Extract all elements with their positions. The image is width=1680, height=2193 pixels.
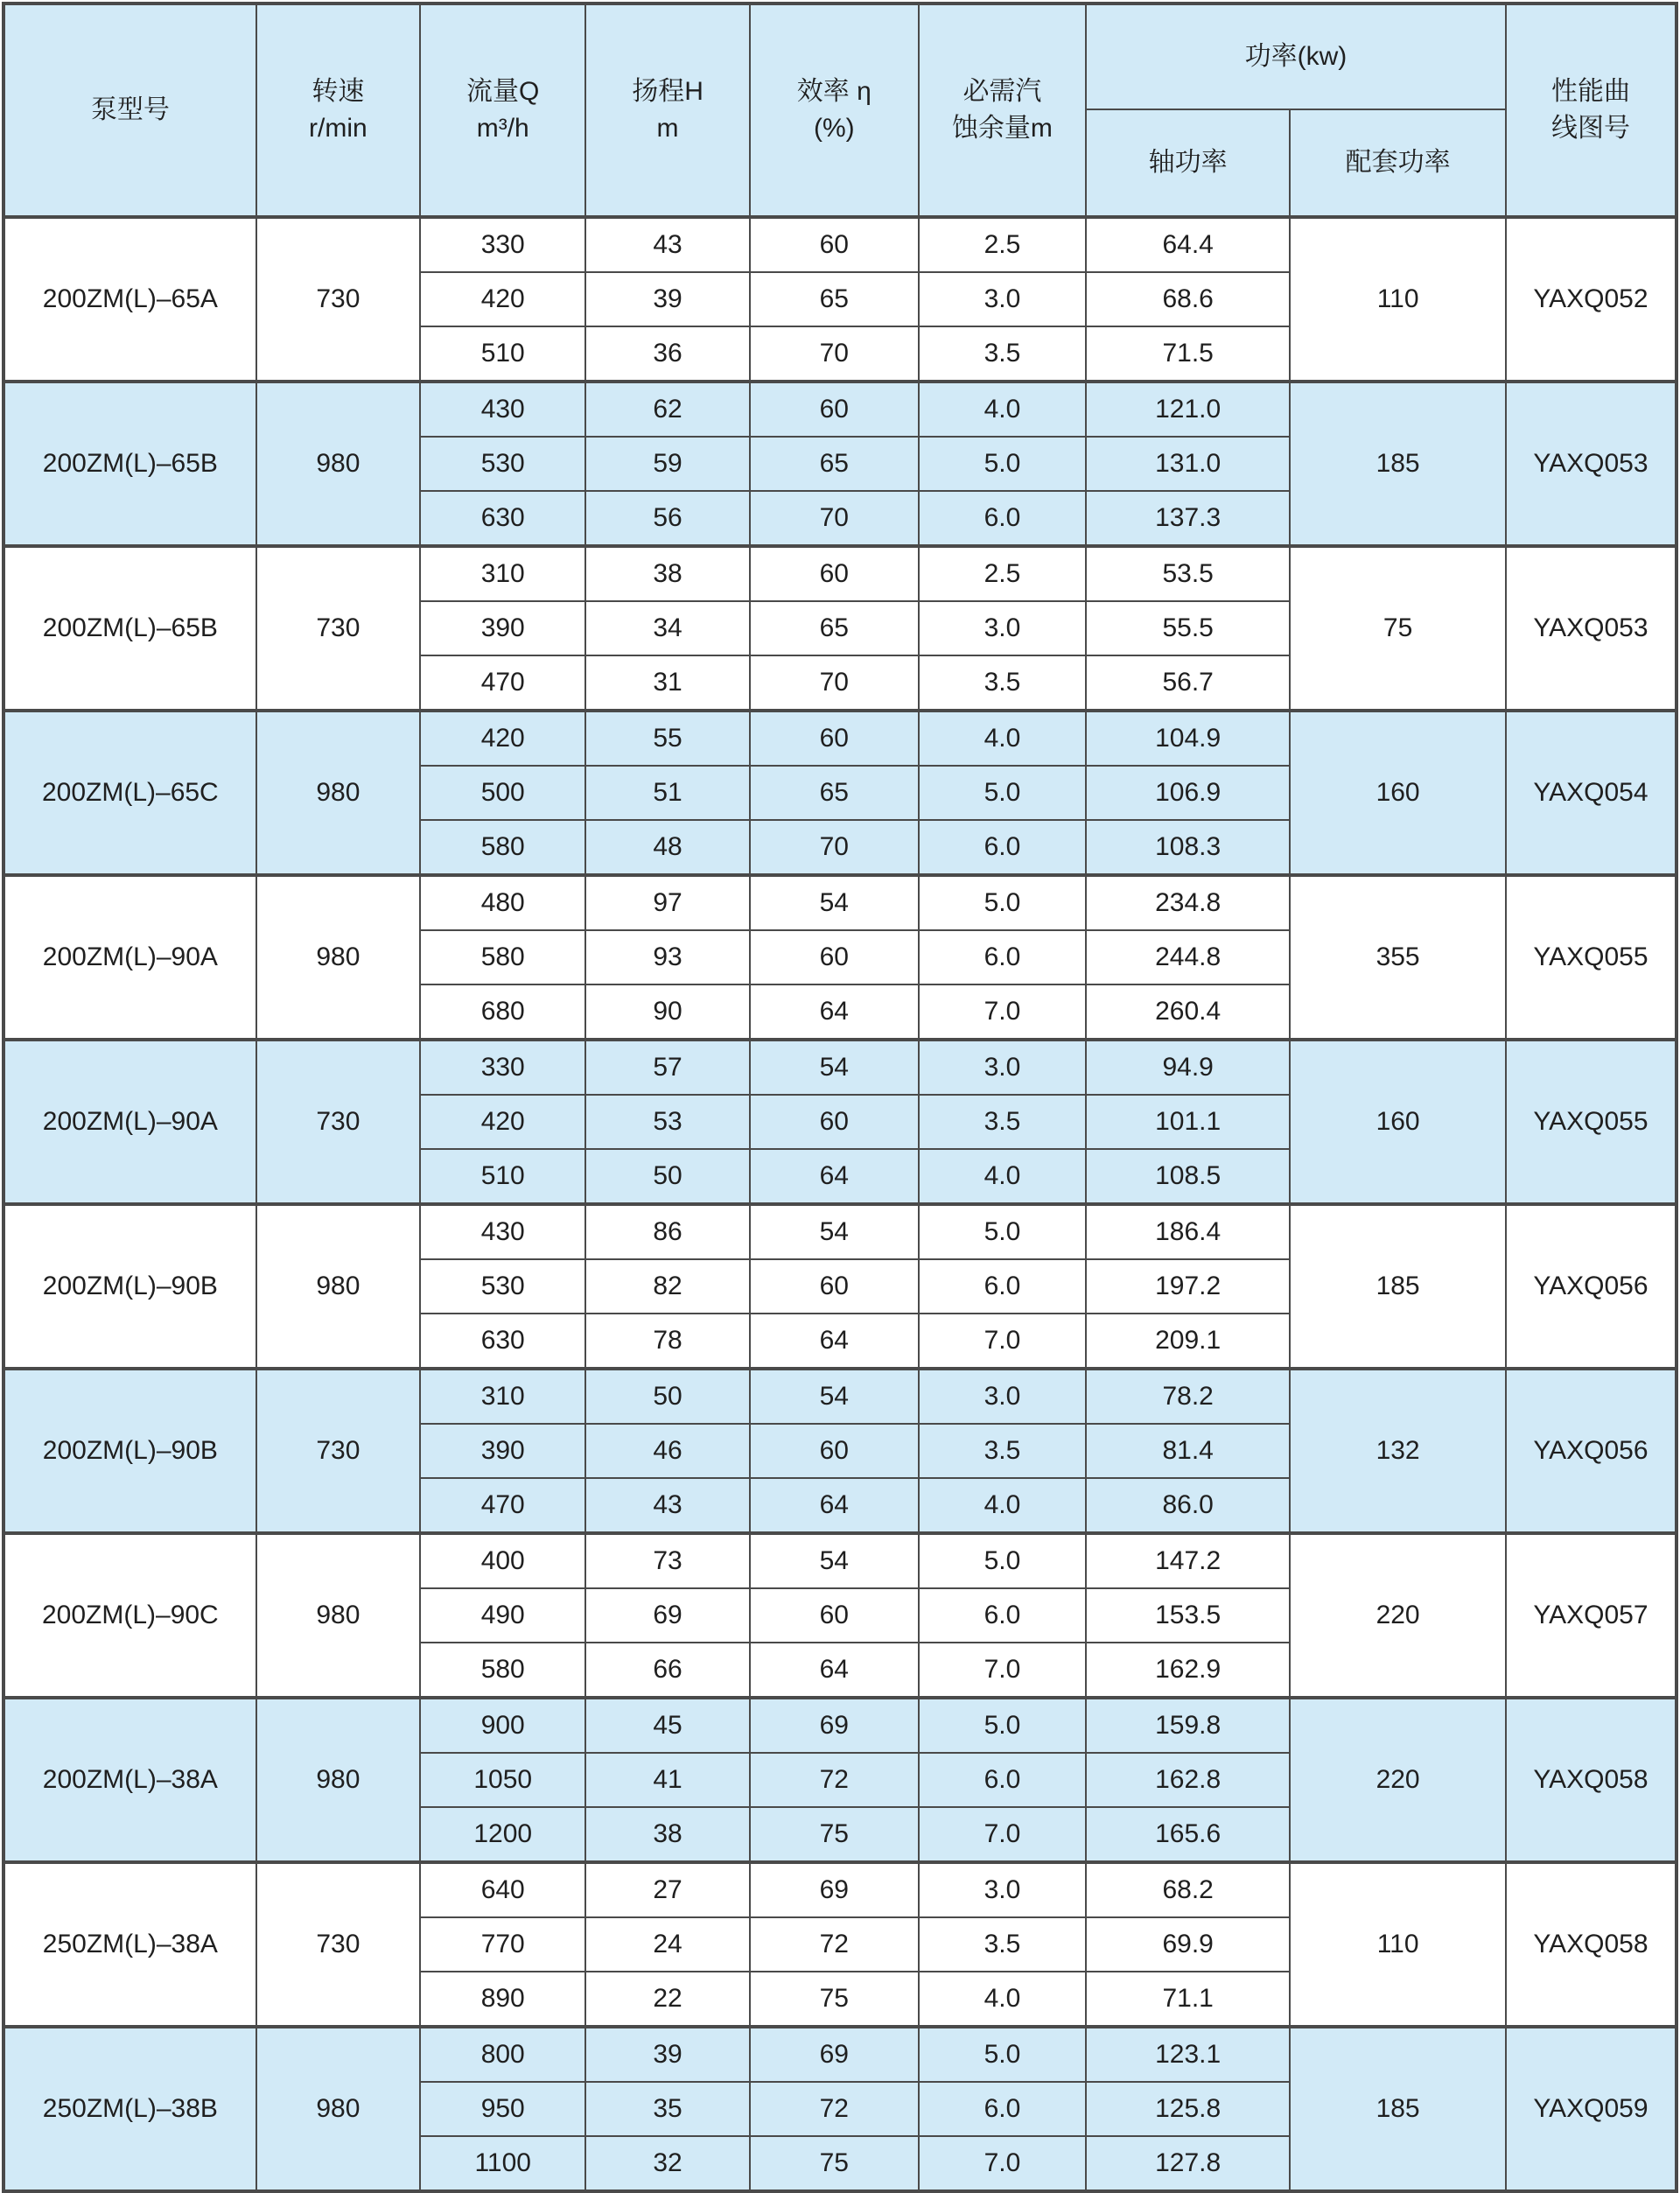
efficiency-cell: 60	[750, 1095, 919, 1149]
head-cell: 36	[585, 326, 749, 382]
shaft-power-cell: 81.4	[1086, 1424, 1290, 1478]
head-cell: 32	[585, 2136, 749, 2191]
head-cell: 45	[585, 1698, 749, 1753]
npsh-cell: 6.0	[919, 820, 1086, 875]
shaft-power-cell: 209.1	[1086, 1314, 1290, 1369]
efficiency-cell: 60	[750, 711, 919, 766]
matched-power-cell: 220	[1290, 1533, 1506, 1698]
flow-cell: 630	[420, 1314, 585, 1369]
speed-cell: 730	[256, 1040, 420, 1204]
npsh-cell: 5.0	[919, 1204, 1086, 1259]
shaft-power-cell: 121.0	[1086, 382, 1290, 437]
head-cell: 86	[585, 1204, 749, 1259]
col-header-curve-no	[1506, 4, 1676, 217]
model-cell: 250ZM(L)–38B	[4, 2027, 256, 2191]
efficiency-cell: 64	[750, 984, 919, 1040]
flow-header-line2: m³/h	[476, 114, 529, 143]
shaft-power-cell: 71.1	[1086, 1972, 1290, 2027]
shaft-power-cell: 64.4	[1086, 217, 1290, 272]
shaft-power-cell: 78.2	[1086, 1369, 1290, 1424]
head-cell: 78	[585, 1314, 749, 1369]
head-cell: 50	[585, 1149, 749, 1204]
efficiency-cell: 64	[750, 1314, 919, 1369]
flow-cell: 580	[420, 820, 585, 875]
flow-cell: 770	[420, 1917, 585, 1972]
head-cell: 34	[585, 601, 749, 655]
speed-cell: 980	[256, 382, 420, 546]
shaft-power-cell: 108.3	[1086, 820, 1290, 875]
flow-cell: 510	[420, 326, 585, 382]
col-header-head	[585, 4, 749, 217]
shaft-power-cell: 125.8	[1086, 2082, 1290, 2136]
efficiency-cell: 60	[750, 1588, 919, 1643]
flow-cell: 420	[420, 711, 585, 766]
efficiency-header-line1: 效率 η	[796, 77, 872, 106]
head-cell: 53	[585, 1095, 749, 1149]
speed-cell: 980	[256, 1698, 420, 1862]
curve-no-cell: YAXQ056	[1506, 1204, 1676, 1369]
shaft-power-cell: 137.3	[1086, 491, 1290, 546]
shaft-power-cell: 101.1	[1086, 1095, 1290, 1149]
efficiency-cell: 69	[750, 1698, 919, 1753]
head-cell: 69	[585, 1588, 749, 1643]
npsh-cell: 5.0	[919, 1698, 1086, 1753]
efficiency-cell: 54	[750, 875, 919, 930]
model-cell: 200ZM(L)–65B	[4, 546, 256, 711]
speed-cell: 730	[256, 1862, 420, 2027]
model-cell: 200ZM(L)–38A	[4, 1698, 256, 1862]
pump-data-row	[4, 1533, 1676, 1588]
model-cell: 200ZM(L)–65A	[4, 217, 256, 382]
shaft-power-cell: 106.9	[1086, 766, 1290, 820]
flow-cell: 420	[420, 272, 585, 326]
npsh-cell: 4.0	[919, 1478, 1086, 1533]
matched-power-cell: 355	[1290, 875, 1506, 1040]
efficiency-cell: 60	[750, 1259, 919, 1314]
efficiency-cell: 64	[750, 1478, 919, 1533]
flow-cell: 580	[420, 1643, 585, 1698]
head-cell: 38	[585, 546, 749, 601]
head-cell: 62	[585, 382, 749, 437]
speed-cell: 980	[256, 2027, 420, 2191]
speed-header-line2: r/min	[309, 114, 368, 143]
model-cell: 200ZM(L)–65B	[4, 382, 256, 546]
efficiency-header-line2: (%)	[813, 114, 855, 143]
head-cell: 35	[585, 2082, 749, 2136]
npsh-cell: 7.0	[919, 1643, 1086, 1698]
head-header-line1: 扬程H	[632, 77, 704, 106]
head-cell: 22	[585, 1972, 749, 2027]
shaft-power-cell: 94.9	[1086, 1040, 1290, 1095]
flow-cell: 950	[420, 2082, 585, 2136]
head-cell: 93	[585, 930, 749, 984]
shaft-power-cell: 68.6	[1086, 272, 1290, 326]
model-cell: 200ZM(L)–90A	[4, 1040, 256, 1204]
col-header-power-group: 功率(kw)	[1086, 4, 1506, 109]
npsh-cell: 5.0	[919, 766, 1086, 820]
npsh-cell: 3.0	[919, 601, 1086, 655]
shaft-power-cell: 86.0	[1086, 1478, 1290, 1533]
npsh-cell: 3.0	[919, 1369, 1086, 1424]
npsh-cell: 6.0	[919, 1753, 1086, 1807]
head-cell: 39	[585, 2027, 749, 2082]
head-cell: 48	[585, 820, 749, 875]
flow-cell: 470	[420, 1478, 585, 1533]
matched-power-cell: 185	[1290, 1204, 1506, 1369]
npsh-header-line1: 必需汽	[962, 77, 1042, 106]
flow-cell: 310	[420, 1369, 585, 1424]
head-cell: 82	[585, 1259, 749, 1314]
npsh-cell: 5.0	[919, 2027, 1086, 2082]
efficiency-cell: 64	[750, 1643, 919, 1698]
npsh-cell: 5.0	[919, 1533, 1086, 1588]
npsh-cell: 4.0	[919, 711, 1086, 766]
efficiency-cell: 54	[750, 1369, 919, 1424]
shaft-power-cell: 123.1	[1086, 2027, 1290, 2082]
flow-cell: 310	[420, 546, 585, 601]
shaft-power-cell: 127.8	[1086, 2136, 1290, 2191]
model-cell: 200ZM(L)–90A	[4, 875, 256, 1040]
head-cell: 24	[585, 1917, 749, 1972]
head-cell: 57	[585, 1040, 749, 1095]
npsh-cell: 4.0	[919, 1149, 1086, 1204]
col-header-pump-model: 泵型号	[4, 4, 256, 217]
efficiency-cell: 60	[750, 382, 919, 437]
curve-no-cell: YAXQ058	[1506, 1698, 1676, 1862]
model-cell: 250ZM(L)–38A	[4, 1862, 256, 2027]
head-cell: 27	[585, 1862, 749, 1917]
speed-cell: 980	[256, 711, 420, 875]
flow-cell: 430	[420, 382, 585, 437]
curve-no-cell: YAXQ054	[1506, 711, 1676, 875]
flow-cell: 800	[420, 2027, 585, 2082]
efficiency-cell: 69	[750, 2027, 919, 2082]
shaft-power-cell: 165.6	[1086, 1807, 1290, 1862]
flow-cell: 390	[420, 1424, 585, 1478]
pump-data-row	[4, 711, 1676, 766]
head-cell: 39	[585, 272, 749, 326]
matched-power-cell: 75	[1290, 546, 1506, 711]
shaft-power-cell: 162.8	[1086, 1753, 1290, 1807]
flow-cell: 900	[420, 1698, 585, 1753]
pump-data-row	[4, 1369, 1676, 1424]
flow-cell: 1100	[420, 2136, 585, 2191]
efficiency-cell: 75	[750, 1972, 919, 2027]
efficiency-cell: 70	[750, 655, 919, 711]
head-cell: 59	[585, 437, 749, 491]
npsh-cell: 6.0	[919, 930, 1086, 984]
efficiency-cell: 64	[750, 1149, 919, 1204]
matched-power-cell: 160	[1290, 711, 1506, 875]
efficiency-cell: 65	[750, 272, 919, 326]
shaft-power-cell: 108.5	[1086, 1149, 1290, 1204]
npsh-cell: 3.0	[919, 1862, 1086, 1917]
shaft-power-cell: 56.7	[1086, 655, 1290, 711]
flow-cell: 330	[420, 1040, 585, 1095]
curve-no-cell: YAXQ059	[1506, 2027, 1676, 2191]
npsh-cell: 3.5	[919, 326, 1086, 382]
flow-cell: 390	[420, 601, 585, 655]
flow-cell: 640	[420, 1862, 585, 1917]
efficiency-cell: 65	[750, 766, 919, 820]
shaft-power-cell: 197.2	[1086, 1259, 1290, 1314]
head-cell: 55	[585, 711, 749, 766]
efficiency-cell: 54	[750, 1040, 919, 1095]
flow-cell: 480	[420, 875, 585, 930]
npsh-cell: 7.0	[919, 984, 1086, 1040]
pump-performance-table	[2, 2, 1678, 2193]
pump-data-row	[4, 382, 1676, 437]
npsh-cell: 3.5	[919, 1424, 1086, 1478]
flow-cell: 400	[420, 1533, 585, 1588]
npsh-cell: 7.0	[919, 1807, 1086, 1862]
shaft-power-cell: 186.4	[1086, 1204, 1290, 1259]
efficiency-cell: 70	[750, 820, 919, 875]
shaft-power-cell: 159.8	[1086, 1698, 1290, 1753]
efficiency-cell: 70	[750, 491, 919, 546]
shaft-power-cell: 244.8	[1086, 930, 1290, 984]
head-cell: 56	[585, 491, 749, 546]
npsh-cell: 2.5	[919, 546, 1086, 601]
efficiency-cell: 65	[750, 601, 919, 655]
npsh-cell: 4.0	[919, 382, 1086, 437]
shaft-power-cell: 234.8	[1086, 875, 1290, 930]
flow-cell: 470	[420, 655, 585, 711]
efficiency-cell: 72	[750, 1753, 919, 1807]
pump-table-body	[4, 217, 1676, 2191]
curve-no-cell: YAXQ055	[1506, 875, 1676, 1040]
flow-cell: 630	[420, 491, 585, 546]
npsh-cell: 6.0	[919, 491, 1086, 546]
flow-cell: 330	[420, 217, 585, 272]
pump-data-row	[4, 875, 1676, 930]
flow-cell: 890	[420, 1972, 585, 2027]
speed-cell: 730	[256, 546, 420, 711]
matched-power-cell: 132	[1290, 1369, 1506, 1533]
flow-cell: 420	[420, 1095, 585, 1149]
col-header-shaft-power: 轴功率	[1086, 109, 1290, 217]
curve-no-cell: YAXQ055	[1506, 1040, 1676, 1204]
npsh-header-line2: 蚀余量m	[951, 114, 1053, 143]
head-cell: 51	[585, 766, 749, 820]
shaft-power-cell: 53.5	[1086, 546, 1290, 601]
pump-data-row	[4, 2027, 1676, 2082]
head-cell: 46	[585, 1424, 749, 1478]
npsh-cell: 3.0	[919, 1040, 1086, 1095]
col-header-flow	[420, 4, 585, 217]
pump-data-row	[4, 1698, 1676, 1753]
npsh-cell: 7.0	[919, 1314, 1086, 1369]
flow-cell: 490	[420, 1588, 585, 1643]
flow-cell: 530	[420, 437, 585, 491]
model-cell: 200ZM(L)–65C	[4, 711, 256, 875]
head-cell: 41	[585, 1753, 749, 1807]
efficiency-cell: 75	[750, 1807, 919, 1862]
efficiency-cell: 70	[750, 326, 919, 382]
npsh-cell: 5.0	[919, 437, 1086, 491]
head-cell: 97	[585, 875, 749, 930]
head-cell: 43	[585, 217, 749, 272]
flow-cell: 580	[420, 930, 585, 984]
speed-cell: 980	[256, 1204, 420, 1369]
npsh-cell: 7.0	[919, 2136, 1086, 2191]
matched-power-cell: 110	[1290, 1862, 1506, 2027]
head-cell: 43	[585, 1478, 749, 1533]
shaft-power-cell: 153.5	[1086, 1588, 1290, 1643]
speed-cell: 980	[256, 1533, 420, 1698]
head-cell: 66	[585, 1643, 749, 1698]
shaft-power-cell: 131.0	[1086, 437, 1290, 491]
flow-cell: 500	[420, 766, 585, 820]
head-header-line2: m	[656, 114, 679, 143]
curve-no-cell: YAXQ053	[1506, 546, 1676, 711]
efficiency-cell: 75	[750, 2136, 919, 2191]
curve-no-cell: YAXQ058	[1506, 1862, 1676, 2027]
npsh-cell: 3.5	[919, 1095, 1086, 1149]
matched-power-cell: 185	[1290, 382, 1506, 546]
head-cell: 38	[585, 1807, 749, 1862]
npsh-cell: 6.0	[919, 2082, 1086, 2136]
head-cell: 31	[585, 655, 749, 711]
shaft-power-cell: 260.4	[1086, 984, 1290, 1040]
flow-cell: 530	[420, 1259, 585, 1314]
npsh-cell: 3.5	[919, 655, 1086, 711]
pump-data-row	[4, 217, 1676, 272]
flow-cell: 1050	[420, 1753, 585, 1807]
curve-header-line2: 线图号	[1550, 114, 1630, 143]
model-cell: 200ZM(L)–90B	[4, 1369, 256, 1533]
col-header-npsh	[919, 4, 1086, 217]
curve-no-cell: YAXQ056	[1506, 1369, 1676, 1533]
efficiency-cell: 69	[750, 1862, 919, 1917]
shaft-power-cell: 104.9	[1086, 711, 1290, 766]
flow-cell: 1200	[420, 1807, 585, 1862]
efficiency-cell: 54	[750, 1204, 919, 1259]
npsh-cell: 3.5	[919, 1917, 1086, 1972]
speed-cell: 730	[256, 217, 420, 382]
head-cell: 50	[585, 1369, 749, 1424]
head-cell: 73	[585, 1533, 749, 1588]
efficiency-cell: 54	[750, 1533, 919, 1588]
efficiency-cell: 72	[750, 1917, 919, 1972]
efficiency-cell: 60	[750, 546, 919, 601]
speed-cell: 730	[256, 1369, 420, 1533]
matched-power-cell: 220	[1290, 1698, 1506, 1862]
shaft-power-cell: 55.5	[1086, 601, 1290, 655]
model-cell: 200ZM(L)–90B	[4, 1204, 256, 1369]
col-header-speed	[256, 4, 420, 217]
curve-no-cell: YAXQ053	[1506, 382, 1676, 546]
matched-power-cell: 110	[1290, 217, 1506, 382]
flow-cell: 510	[420, 1149, 585, 1204]
npsh-cell: 5.0	[919, 875, 1086, 930]
pump-data-row	[4, 546, 1676, 601]
npsh-cell: 6.0	[919, 1588, 1086, 1643]
efficiency-cell: 60	[750, 217, 919, 272]
matched-power-cell: 160	[1290, 1040, 1506, 1204]
npsh-cell: 3.0	[919, 272, 1086, 326]
curve-no-cell: YAXQ057	[1506, 1533, 1676, 1698]
efficiency-cell: 72	[750, 2082, 919, 2136]
shaft-power-cell: 69.9	[1086, 1917, 1290, 1972]
matched-power-cell: 185	[1290, 2027, 1506, 2191]
flow-header-line1: 流量Q	[466, 77, 540, 106]
curve-no-cell: YAXQ052	[1506, 217, 1676, 382]
curve-header-line1: 性能曲	[1550, 77, 1630, 106]
col-header-efficiency	[750, 4, 919, 217]
shaft-power-cell: 162.9	[1086, 1643, 1290, 1698]
speed-header-line1: 转速	[312, 77, 365, 106]
shaft-power-cell: 71.5	[1086, 326, 1290, 382]
col-header-matched-power: 配套功率	[1290, 109, 1506, 217]
efficiency-cell: 60	[750, 1424, 919, 1478]
npsh-cell: 6.0	[919, 1259, 1086, 1314]
flow-cell: 680	[420, 984, 585, 1040]
efficiency-cell: 65	[750, 437, 919, 491]
shaft-power-cell: 147.2	[1086, 1533, 1290, 1588]
head-cell: 90	[585, 984, 749, 1040]
pump-data-row	[4, 1862, 1676, 1917]
shaft-power-cell: 68.2	[1086, 1862, 1290, 1917]
table-header	[4, 4, 1676, 217]
pump-data-row	[4, 1040, 1676, 1095]
efficiency-cell: 60	[750, 930, 919, 984]
npsh-cell: 4.0	[919, 1972, 1086, 2027]
model-cell: 200ZM(L)–90C	[4, 1533, 256, 1698]
pump-data-row	[4, 1204, 1676, 1259]
speed-cell: 980	[256, 875, 420, 1040]
flow-cell: 430	[420, 1204, 585, 1259]
npsh-cell: 2.5	[919, 217, 1086, 272]
